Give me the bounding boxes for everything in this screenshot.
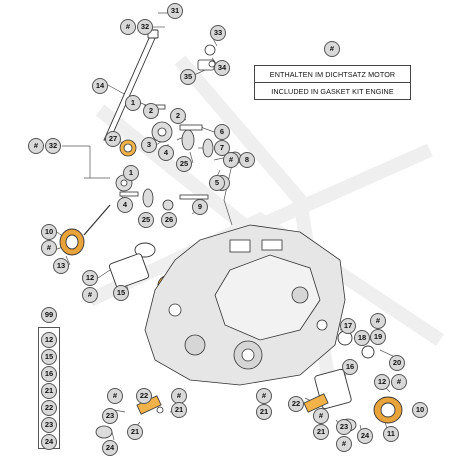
legend-symbol-callout: #	[324, 41, 340, 57]
kit-item-12: 12	[41, 332, 57, 348]
part-callout-14: 14	[92, 78, 108, 94]
part-callout-22: 22	[136, 388, 152, 404]
part-callout-9: 9	[192, 199, 208, 215]
part-callout-34: 34	[214, 60, 230, 76]
part-callout-27: 27	[105, 131, 121, 147]
hash-callout: #	[313, 408, 329, 424]
kit-item-23: 23	[41, 417, 57, 433]
part-callout-15: 15	[113, 285, 129, 301]
part-callout-31: 31	[167, 3, 183, 19]
hash-callout: #	[171, 388, 187, 404]
hash-callout: #	[107, 388, 123, 404]
hash-callout: #	[370, 313, 386, 329]
hash-callout: #	[82, 287, 98, 303]
part-callout-23: 23	[336, 419, 352, 435]
kit-item-15: 15	[41, 349, 57, 365]
hash-callout: #	[336, 436, 352, 452]
part-callout-2: 2	[143, 103, 159, 119]
part-callout-11: 11	[383, 426, 399, 442]
part-callout-1: 1	[123, 165, 139, 181]
hash-callout: #	[41, 240, 57, 256]
part-callout-22: 22	[288, 396, 304, 412]
part-callout-24: 24	[102, 440, 118, 456]
part-callout-21: 21	[313, 424, 329, 440]
part-callout-18: 18	[354, 330, 370, 346]
part-callout-12: 12	[374, 374, 390, 390]
part-callout-17: 17	[340, 318, 356, 334]
part-callout-99: 99	[41, 307, 57, 323]
part-callout-21: 21	[256, 404, 272, 420]
part-callout-3: 3	[141, 137, 157, 153]
part-callout-4: 4	[158, 145, 174, 161]
kit-item-16: 16	[41, 366, 57, 382]
engine-block	[145, 225, 345, 385]
part-callout-7: 7	[214, 140, 230, 156]
part-callout-20: 20	[389, 355, 405, 371]
part-callout-23: 23	[102, 408, 118, 424]
part-callout-33: 33	[210, 25, 226, 41]
part-callout-10: 10	[412, 402, 428, 418]
filter-cover-11	[374, 397, 402, 423]
oil-pump	[60, 205, 110, 255]
part-callout-24: 24	[357, 428, 373, 444]
part-callout-10: 10	[41, 224, 57, 240]
part-callout-6: 6	[214, 124, 230, 140]
part-callout-8: 8	[239, 152, 255, 168]
legend-line-english: INCLUDED IN GASKET KIT ENGINE	[255, 82, 410, 99]
part-callout-26: 26	[161, 212, 177, 228]
part-callout-19: 19	[370, 329, 386, 345]
part-callout-32: 32	[137, 19, 153, 35]
kit-item-22: 22	[41, 400, 57, 416]
part-callout-13: 13	[53, 258, 69, 274]
part-callout-4: 4	[117, 197, 133, 213]
part-callout-12: 12	[82, 270, 98, 286]
kit-item-21: 21	[41, 383, 57, 399]
part-callout-16: 16	[342, 359, 358, 375]
small-fittings	[198, 45, 215, 70]
hash-callout: #	[28, 138, 44, 154]
part-callout-25: 25	[138, 212, 154, 228]
part-callout-32: 32	[45, 138, 61, 154]
kit-item-24: 24	[41, 434, 57, 450]
gasket-kit-legend	[254, 65, 411, 100]
hash-callout: #	[223, 152, 239, 168]
hash-callout: #	[391, 374, 407, 390]
part-callout-2: 2	[170, 108, 186, 124]
part-callout-35: 35	[180, 69, 196, 85]
part-callout-21: 21	[171, 402, 187, 418]
legend-line-german: ENTHALTEN IM DICHTSATZ MOTOR	[269, 69, 396, 79]
part-callout-5: 5	[209, 175, 225, 191]
part-callout-25: 25	[176, 156, 192, 172]
part-callout-21: 21	[127, 424, 143, 440]
hash-callout: #	[120, 19, 136, 35]
hash-callout: #	[256, 388, 272, 404]
part-callout-1: 1	[125, 95, 141, 111]
